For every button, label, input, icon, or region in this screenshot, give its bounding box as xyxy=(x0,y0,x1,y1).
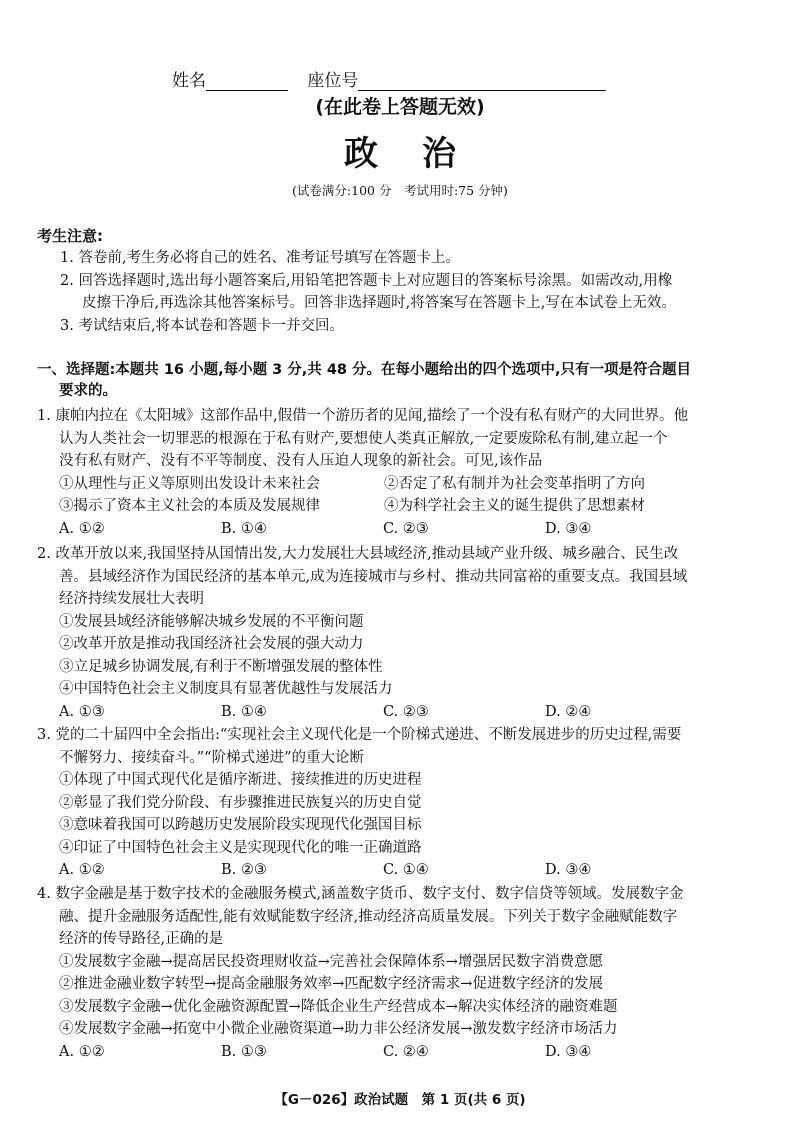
section-heading xyxy=(37,360,767,402)
statement-2: ②推进金融业数字转型→提高金融服务效率→匹配数字经济需求→促进数字经济的发展 xyxy=(59,976,603,992)
question-stem-line: 善。县域经济作为国民经济的基本单元,成为连接城市与乡村、推动共同富裕的重要支点。我国县域 xyxy=(59,568,688,585)
subject-title: 政治 xyxy=(344,134,500,174)
choice-a: A. ①③ xyxy=(59,703,105,720)
answer-choices xyxy=(37,518,767,541)
choice-c: C. ②④ xyxy=(383,1043,429,1060)
choice-c: C. ②③ xyxy=(383,703,429,720)
page-footer: 【G－026】政治试题 第 1 页(共 6 页) xyxy=(274,1092,526,1108)
question-2 xyxy=(37,543,767,723)
choice-a: A. ①② xyxy=(59,1043,105,1060)
question-stem-line: 没有私有财产、没有不平等制度、没有人压迫人现象的新社会。可见,该作品 xyxy=(59,453,543,469)
notice-item-1: 1. 答卷前,考生务必将自己的姓名、准考证号填写在答题卡上。 xyxy=(60,250,461,266)
seat-label: 座位号 xyxy=(307,71,359,91)
choice-d: D. ③④ xyxy=(545,520,592,537)
question-3 xyxy=(37,724,767,882)
notice-item-2-cont: 皮擦干净后,再选涂其他答案标号。回答非选择题时,将答案写在答题卡上,写在本试卷上无效。 xyxy=(82,295,676,311)
statement-1: ①体现了中国式现代化是循序渐进、接续推进的历史进程 xyxy=(59,772,422,788)
statement-1: ①发展数字金融→提高居民投资理财收益→完善社会保障体系→增强居民数字消费意愿 xyxy=(59,953,603,970)
question-stem-line: 认为人类社会一切罪恶的根源在于私有财产,要想使人类真正解放,一定要废除私有制,建立起一个 xyxy=(59,430,668,447)
answer-choices xyxy=(37,1041,767,1064)
question-stem-line: 1. 康帕内拉在《太阳城》这部作品中,假借一个游历者的见闻,描绘了一个没有私有财产的大同世界。他 xyxy=(37,408,689,424)
candidate-info-line xyxy=(172,66,606,91)
question-stem-line: 不懈努力、接续奋斗。”“阶梯式递进”的重大论断 xyxy=(59,749,364,766)
choice-d: D. ③④ xyxy=(545,862,592,878)
question-stem-line: 3. 党的二十届四中全会指出:“实现社会主义现代化是一个阶梯式递进、不断发展进步的历史过程,需要 xyxy=(37,727,682,743)
choice-a: A. ①② xyxy=(59,520,105,537)
question-stem-line: 2. 改革开放以来,我国坚持从国情出发,大力发展壮大县域经济,推动县域产业升级、城乡融合、民生改 xyxy=(37,546,679,562)
statement-3: ③揭示了资本主义社会的本质及发展规律 xyxy=(59,498,320,514)
statement-4: ④为科学社会主义的诞生提供了思想素材 xyxy=(384,498,645,514)
statement-4: ④中国特色社会主义制度具有显著优越性与发展活力 xyxy=(59,681,393,697)
statement-3: ③发展数字金融→优化金融资源配置→降低企业生产经营成本→解决实体经济的融资难题 xyxy=(59,998,618,1015)
statement-3: ③立足城乡协调发展,有利于不断增强发展的整体性 xyxy=(59,658,383,675)
choice-a: A. ①② xyxy=(59,862,105,878)
question-stem-line: 经济的传导路径,正确的是 xyxy=(59,931,224,947)
statement-row xyxy=(37,495,767,518)
question-1 xyxy=(37,405,767,540)
statement-1: ①发展县域经济能够解决城乡发展的不平衡问题 xyxy=(59,613,364,630)
name-blank xyxy=(206,72,288,91)
question-4 xyxy=(37,883,767,1063)
notice-item-3: 3. 考试结束后,将本试卷和答题卡一并交回。 xyxy=(60,318,345,334)
statement-4: ④发展数字金融→拓宽中小微企业融资渠道→助力非公经济发展→激发数字经济市场活力 xyxy=(59,1021,618,1037)
name-label: 姓名 xyxy=(172,71,206,91)
answer-choices xyxy=(37,859,767,882)
choice-d: D. ③④ xyxy=(545,1043,592,1060)
question-stem-line: 融、提升金融服务适配性,能有效赋能数字经济,推动经济高质量发展。下列关于数字金融赋能数字 xyxy=(59,908,678,925)
question-stem-line: 4. 数字金融是基于数字技术的金融服务模式,涵盖数字货币、数字支付、数字信贷等领域。发展数字金 xyxy=(37,886,684,902)
choice-c: C. ①④ xyxy=(383,862,429,878)
choice-b: B. ①③ xyxy=(221,1043,267,1060)
choice-b: B. ①④ xyxy=(221,520,267,537)
statement-3: ③意味着我国可以跨越历史发展阶段实现现代化强国目标 xyxy=(59,817,422,833)
statement-2: ②否定了私有制并为社会变革指明了方向 xyxy=(384,475,645,492)
question-stem-line: 经济持续发展壮大表明 xyxy=(59,591,204,607)
choice-b: B. ①④ xyxy=(221,703,267,720)
notice-item-2: 2. 回答选择题时,选出每小题答案后,用铅笔把答题卡上对应题目的答案标号涂黑。如需改动,用橡 xyxy=(60,273,673,289)
notice-title: 考生注意: xyxy=(37,227,103,245)
answer-choices xyxy=(37,701,767,724)
statement-row xyxy=(37,473,767,496)
choice-c: C. ②③ xyxy=(383,520,429,537)
statement-2: ②改革开放是推动我国经济社会发展的强大动力 xyxy=(59,636,364,652)
exam-meta: (试卷满分:100 分 考试用时:75 分钟) xyxy=(292,183,508,198)
section-heading-line-1: 一、选择题:本题共 16 小题,每小题 3 分,共 48 分。在每小题给出的四个选项中,只有一项是符合题目 xyxy=(37,362,692,378)
invalid-answer-note: (在此卷上答题无效) xyxy=(315,96,485,118)
choice-d: D. ②④ xyxy=(545,703,592,720)
statement-2: ②彰显了我们党分阶段、有步骤推进民族复兴的历史自觉 xyxy=(59,794,422,811)
section-heading-line-2: 要求的。 xyxy=(59,383,117,399)
statement-4: ④印证了中国特色社会主义是实现现代化的唯一正确道路 xyxy=(59,839,422,856)
choice-b: B. ②③ xyxy=(221,862,267,878)
seat-blank xyxy=(358,72,606,91)
statement-1: ①从理性与正义等原则出发设计未来社会 xyxy=(59,475,320,492)
